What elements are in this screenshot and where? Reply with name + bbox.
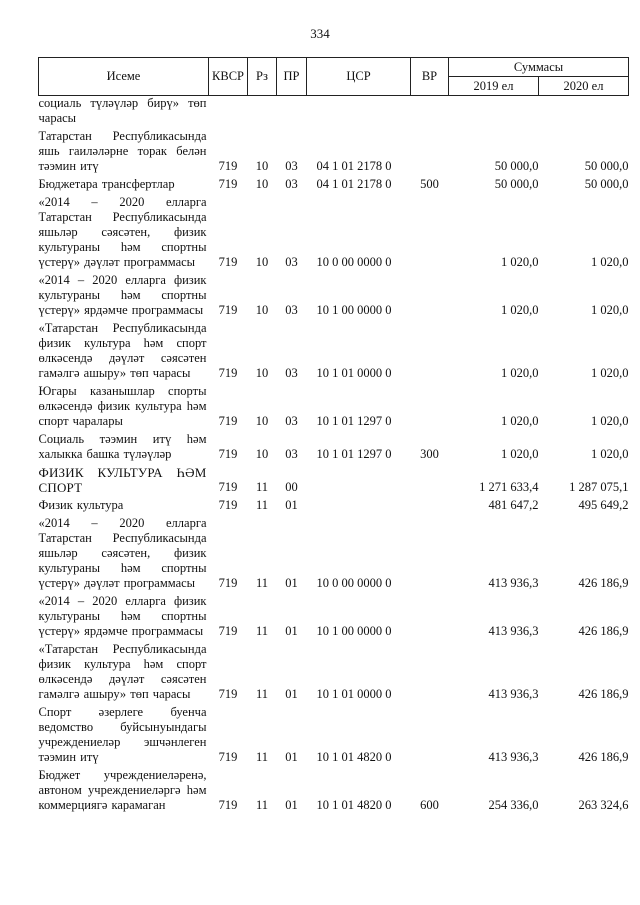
- cell-csr: 10 1 01 4820 0: [316, 750, 392, 764]
- table-row: [39, 318, 629, 381]
- cell-y2: 495 649,2: [578, 498, 629, 512]
- cell-csr: 10 1 00 0000 0: [316, 303, 392, 317]
- cell-vr: [411, 270, 449, 318]
- cell-y2: [539, 96, 629, 127]
- cell-pr: 03: [285, 447, 298, 461]
- cell-vr: [411, 591, 449, 639]
- cell-vr: [411, 495, 449, 513]
- page-number: 334: [310, 26, 330, 41]
- cell-name: «2014 – 2020 елларга Татарстан Республикасында яшьләр сәясәтен, физик культураны һәм спортны үстерү» дәүләт программасы: [38, 516, 207, 590]
- header-year-2020: 2020 ел: [539, 77, 629, 96]
- cell-kvsr: 719: [218, 498, 238, 512]
- cell-y1: 413 936,3: [488, 750, 539, 764]
- cell-y1: 1 020,0: [501, 255, 539, 269]
- cell-csr: 10 1 01 4820 0: [316, 798, 392, 812]
- cell-name: «Татарстан Республикасында физик культура һәм спорт өлкәсендә дәүләт сәясәтен гамәлгә ашыру» төп чарасы: [38, 642, 207, 701]
- header-sums: Суммасы: [449, 58, 629, 77]
- cell-csr: 04 1 01 2178 0: [316, 159, 392, 173]
- cell-name: «2014 – 2020 елларга физик культураны һәм спортны үстерү» ярдәмче программасы: [38, 594, 207, 638]
- cell-vr: 600: [420, 798, 439, 812]
- header-vr: ВР: [411, 58, 449, 96]
- cell-name: Спорт әзерлеге буенча ведомство буйсынуындагы учреждениеләр эшчәнлеген тәэмин итү: [38, 705, 207, 764]
- table-row: [39, 639, 629, 702]
- cell-y2: 1 020,0: [591, 414, 629, 428]
- cell-y2: 1 020,0: [591, 366, 629, 380]
- header-year-2019: 2019 ел: [449, 77, 539, 96]
- cell-rz: 11: [255, 750, 269, 764]
- cell-name: «2014 – 2020 елларга Татарстан Республикасында яшьләр сәясәтен, физик культураны һәм спортны үстерү» дәүләт программасы: [38, 195, 207, 269]
- cell-pr: [277, 96, 307, 127]
- cell-csr: [307, 495, 411, 513]
- budget-table: [38, 57, 629, 813]
- cell-pr: 00: [285, 480, 298, 494]
- cell-y1: 481 647,2: [488, 498, 539, 512]
- table-row: [39, 381, 629, 429]
- cell-y1: 1 020,0: [501, 447, 539, 461]
- cell-kvsr: 719: [218, 177, 238, 191]
- cell-rz: 11: [255, 798, 269, 812]
- cell-csr: 04 1 01 2178 0: [316, 177, 392, 191]
- cell-csr: 10 1 01 0000 0: [316, 366, 392, 380]
- cell-y2: 1 287 075,1: [569, 480, 629, 494]
- cell-rz: 11: [255, 624, 269, 638]
- table-row: [39, 192, 629, 270]
- table-body: [39, 96, 629, 814]
- table-row: [39, 174, 629, 192]
- cell-kvsr: 719: [218, 750, 238, 764]
- cell-y2: 426 186,9: [578, 750, 629, 764]
- cell-kvsr: 719: [218, 414, 238, 428]
- cell-rz: 10: [255, 414, 269, 428]
- cell-csr: 10 1 01 1297 0: [316, 447, 392, 461]
- cell-pr: 03: [285, 366, 298, 380]
- table-row: [39, 462, 629, 495]
- cell-kvsr: 719: [218, 303, 238, 317]
- cell-y2: 1 020,0: [591, 303, 629, 317]
- cell-vr: [411, 639, 449, 702]
- cell-rz: 10: [255, 177, 269, 191]
- cell-vr: [411, 381, 449, 429]
- cell-pr: 01: [285, 687, 298, 701]
- header-pr: ПР: [277, 58, 307, 96]
- cell-kvsr: [209, 96, 248, 127]
- cell-rz: 10: [255, 447, 269, 461]
- cell-csr: 10 1 00 0000 0: [316, 624, 392, 638]
- cell-y1: 413 936,3: [488, 624, 539, 638]
- cell-y1: 50 000,0: [494, 177, 539, 191]
- cell-y2: 426 186,9: [578, 576, 629, 590]
- cell-kvsr: 719: [218, 159, 238, 173]
- cell-pr: 01: [285, 498, 298, 512]
- cell-csr: 10 0 00 0000 0: [316, 255, 392, 269]
- header-name: Исеме: [39, 58, 209, 96]
- cell-y1: [449, 96, 539, 127]
- table-row: [39, 126, 629, 174]
- cell-rz: [248, 96, 277, 127]
- cell-kvsr: 719: [218, 255, 238, 269]
- cell-vr: [411, 462, 449, 495]
- table-row: [39, 702, 629, 765]
- cell-y1: 1 020,0: [501, 366, 539, 380]
- cell-y2: 426 186,9: [578, 687, 629, 701]
- cell-kvsr: 719: [218, 447, 238, 461]
- cell-pr: 01: [285, 576, 298, 590]
- table-row: [39, 96, 629, 127]
- cell-name: Физик культура: [38, 498, 124, 512]
- table-row: [39, 429, 629, 462]
- cell-y1: 1 020,0: [501, 303, 539, 317]
- cell-csr: [307, 462, 411, 495]
- header-rz: Рз: [248, 58, 277, 96]
- table-header: [39, 58, 629, 96]
- cell-pr: 03: [285, 255, 298, 269]
- cell-kvsr: 719: [218, 798, 238, 812]
- cell-csr: 10 1 01 1297 0: [316, 414, 392, 428]
- cell-y1: 1 271 633,4: [479, 480, 539, 494]
- cell-name: Бюджет учреждениеләренә, автоном учреждениеләргә һәм коммерциягә карамаган: [38, 768, 207, 812]
- cell-name: Социаль тәэмин итү һәм халыкка башка түләүләр: [38, 432, 207, 461]
- cell-pr: 01: [285, 624, 298, 638]
- table-row: [39, 765, 629, 813]
- cell-vr: [411, 126, 449, 174]
- cell-y1: 1 020,0: [501, 414, 539, 428]
- cell-kvsr: 719: [218, 366, 238, 380]
- cell-name: Бюджетара трансфертлар: [38, 177, 175, 191]
- cell-kvsr: 719: [218, 576, 238, 590]
- table-row: [39, 270, 629, 318]
- cell-name: социаль түләүләр бирү» төп чарасы: [38, 96, 207, 125]
- cell-y2: 263 324,6: [578, 798, 629, 812]
- cell-vr: 300: [420, 447, 439, 461]
- cell-csr: 10 1 01 0000 0: [316, 687, 392, 701]
- cell-pr: 01: [285, 798, 298, 812]
- cell-csr: [307, 96, 411, 127]
- cell-name: Югары казанышлар спорты өлкәсендә физик культура һәм спорт чаралары: [38, 384, 207, 428]
- header-kvsr: КВСР: [209, 58, 248, 96]
- cell-y1: 413 936,3: [488, 687, 539, 701]
- cell-csr: 10 0 00 0000 0: [316, 576, 392, 590]
- cell-rz: 11: [255, 480, 269, 494]
- cell-pr: 03: [285, 303, 298, 317]
- cell-y2: 50 000,0: [584, 177, 629, 191]
- cell-pr: 03: [285, 159, 298, 173]
- table-row: [39, 591, 629, 639]
- cell-kvsr: 719: [218, 687, 238, 701]
- cell-y1: 50 000,0: [494, 159, 539, 173]
- cell-rz: 10: [255, 159, 269, 173]
- cell-y2: 426 186,9: [578, 624, 629, 638]
- cell-pr: 01: [285, 750, 298, 764]
- cell-rz: 11: [255, 576, 269, 590]
- cell-rz: 11: [255, 498, 269, 512]
- cell-vr: [411, 513, 449, 591]
- cell-name: «Татарстан Республикасында физик культура һәм спорт өлкәсендә дәүләт сәясәтен гамәлгә ашыру» төп чарасы: [38, 321, 207, 380]
- cell-kvsr: 719: [218, 624, 238, 638]
- cell-kvsr: 719: [218, 480, 238, 494]
- table-row: [39, 495, 629, 513]
- cell-y1: 413 936,3: [488, 576, 539, 590]
- cell-vr: [411, 318, 449, 381]
- cell-y2: 1 020,0: [591, 255, 629, 269]
- cell-vr: [411, 702, 449, 765]
- cell-y1: 254 336,0: [488, 798, 539, 812]
- cell-rz: 10: [255, 255, 269, 269]
- cell-rz: 11: [255, 687, 269, 701]
- cell-pr: 03: [285, 414, 298, 428]
- cell-y2: 1 020,0: [591, 447, 629, 461]
- header-csr: ЦСР: [307, 58, 411, 96]
- cell-pr: 03: [285, 177, 298, 191]
- cell-vr: [411, 192, 449, 270]
- table-row: [39, 513, 629, 591]
- cell-vr: [411, 96, 449, 127]
- cell-vr: 500: [420, 177, 439, 191]
- cell-rz: 10: [255, 303, 269, 317]
- cell-y2: 50 000,0: [584, 159, 629, 173]
- cell-rz: 10: [255, 366, 269, 380]
- cell-name: ФИЗИК КУЛЬТУРА ҺӘМ СПОРТ: [38, 465, 207, 495]
- cell-name: «2014 – 2020 елларга физик культураны һәм спортны үстерү» ярдәмче программасы: [38, 273, 207, 317]
- cell-name: Татарстан Республикасында яшь гаиләләрне торак белән тәэмин итү: [38, 129, 207, 173]
